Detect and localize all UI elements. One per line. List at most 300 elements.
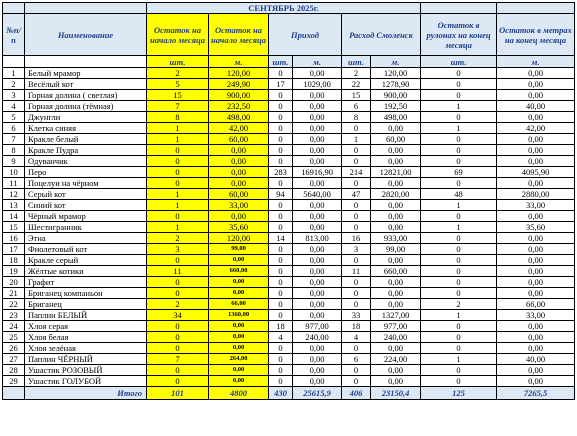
header-close-m[interactable]: Остаток в метрах на конец месяца — [497, 14, 575, 56]
cell-close-m[interactable]: 0,00 — [497, 90, 575, 101]
cell-expense-pcs[interactable]: 0 — [342, 365, 371, 376]
cell-close-m[interactable]: 0,00 — [497, 134, 575, 145]
cell-open-m[interactable]: 232,50 — [209, 101, 269, 112]
cell-close-m[interactable]: 0,00 — [497, 343, 575, 354]
cell-income-pcs[interactable]: 14 — [269, 233, 293, 244]
cell-name[interactable]: Горная долина ( светлая) — [25, 90, 147, 101]
cell-expense-m[interactable]: 120,00 — [371, 68, 421, 79]
cell-close-rolls[interactable]: 0 — [421, 79, 497, 90]
cell-expense-pcs[interactable]: 0 — [342, 200, 371, 211]
cell-income-pcs[interactable]: 94 — [269, 189, 293, 200]
total-empty[interactable] — [3, 387, 25, 400]
cell-expense-pcs[interactable]: 0 — [342, 376, 371, 387]
cell-open-pcs[interactable]: 1 — [147, 134, 209, 145]
cell-income-pcs[interactable]: 0 — [269, 222, 293, 233]
cell-income-m[interactable]: 0,00 — [293, 211, 342, 222]
cell-open-pcs[interactable]: 0 — [147, 321, 209, 332]
cell-expense-m[interactable]: 0,00 — [371, 288, 421, 299]
cell-expense-m[interactable]: 0,00 — [371, 343, 421, 354]
cell-open-pcs[interactable]: 0 — [147, 255, 209, 266]
cell-income-m[interactable]: 0,00 — [293, 244, 342, 255]
cell-num[interactable]: 22 — [3, 299, 25, 310]
cell-close-m[interactable]: 4095,90 — [497, 167, 575, 178]
cell-expense-m[interactable]: 0,00 — [371, 178, 421, 189]
cell-close-rolls[interactable]: 48 — [421, 189, 497, 200]
cell-name[interactable]: Перо — [25, 167, 147, 178]
cell-expense-pcs[interactable]: 6 — [342, 354, 371, 365]
cell-name[interactable]: Бриганец — [25, 299, 147, 310]
cell-close-m[interactable]: 0,00 — [497, 145, 575, 156]
cell-income-m[interactable]: 0,00 — [293, 156, 342, 167]
cell-income-m[interactable]: 0,00 — [293, 68, 342, 79]
cell-income-pcs[interactable]: 0 — [269, 277, 293, 288]
cell-income-pcs[interactable]: 4 — [269, 332, 293, 343]
cell-name[interactable]: Синий кот — [25, 200, 147, 211]
cell-income-m[interactable]: 0,00 — [293, 112, 342, 123]
cell-name[interactable]: Ушастик ГОЛУБОЙ — [25, 376, 147, 387]
cell-open-pcs[interactable]: 2 — [147, 299, 209, 310]
cell-close-rolls[interactable]: 0 — [421, 178, 497, 189]
cell-income-m[interactable]: 813,00 — [293, 233, 342, 244]
cell-num[interactable]: 9 — [3, 156, 25, 167]
cell-expense-m[interactable]: 1327,00 — [371, 310, 421, 321]
cell-name[interactable]: Кракле серый — [25, 255, 147, 266]
cell-num[interactable]: 8 — [3, 145, 25, 156]
cell-expense-pcs[interactable]: 0 — [342, 299, 371, 310]
cell-num[interactable]: 15 — [3, 222, 25, 233]
cell-open-pcs[interactable]: 34 — [147, 310, 209, 321]
total-income-m[interactable]: 25615,9 — [293, 387, 342, 400]
cell-income-m[interactable]: 0,00 — [293, 101, 342, 112]
cell-close-m[interactable]: 42,00 — [497, 123, 575, 134]
cell-income-m[interactable]: 240,00 — [293, 332, 342, 343]
cell-expense-m[interactable]: 0,00 — [371, 299, 421, 310]
cell-open-m[interactable]: 0,00 — [209, 277, 269, 288]
cell-income-m[interactable]: 0,00 — [293, 178, 342, 189]
cell-num[interactable]: 5 — [3, 112, 25, 123]
cell-expense-m[interactable]: 900,00 — [371, 90, 421, 101]
cell-close-m[interactable]: 0,00 — [497, 332, 575, 343]
cell-open-m[interactable]: 0,00 — [209, 321, 269, 332]
cell-close-rolls[interactable]: 0 — [421, 343, 497, 354]
cell-open-m[interactable]: 99,00 — [209, 244, 269, 255]
cell-close-m[interactable]: 0,00 — [497, 376, 575, 387]
unit-open-pcs[interactable]: шт. — [147, 56, 209, 68]
header-open-m[interactable]: Остаток на начало месяца — [209, 14, 269, 56]
cell-close-m[interactable]: 40,00 — [497, 354, 575, 365]
cell-close-rolls[interactable]: 0 — [421, 211, 497, 222]
cell-expense-pcs[interactable]: 18 — [342, 321, 371, 332]
cell-name[interactable]: Фиолетовый кот — [25, 244, 147, 255]
cell-close-rolls[interactable]: 0 — [421, 266, 497, 277]
cell-num[interactable]: 29 — [3, 376, 25, 387]
cell-close-rolls[interactable]: 1 — [421, 123, 497, 134]
cell-close-rolls[interactable]: 0 — [421, 145, 497, 156]
cell-income-m[interactable]: 0,00 — [293, 343, 342, 354]
cell-name[interactable]: Поцелуи на чёрном — [25, 178, 147, 189]
cell-open-pcs[interactable]: 0 — [147, 156, 209, 167]
cell-income-m[interactable]: 0,00 — [293, 288, 342, 299]
cell-name[interactable]: Серый кот — [25, 189, 147, 200]
cell-expense-pcs[interactable]: 2 — [342, 68, 371, 79]
cell-open-pcs[interactable]: 0 — [147, 178, 209, 189]
cell-expense-pcs[interactable]: 214 — [342, 167, 371, 178]
cell-name[interactable]: Хлоя белая — [25, 332, 147, 343]
cell-expense-pcs[interactable]: 0 — [342, 178, 371, 189]
unit-expense-pcs[interactable]: шт. — [342, 56, 371, 68]
cell-title-left[interactable] — [25, 3, 147, 14]
cell-expense-pcs[interactable]: 0 — [342, 145, 371, 156]
cell-income-m[interactable]: 0,00 — [293, 354, 342, 365]
cell-expense-m[interactable]: 0,00 — [371, 255, 421, 266]
cell-close-rolls[interactable]: 0 — [421, 321, 497, 332]
cell-num[interactable]: 25 — [3, 332, 25, 343]
cell-name[interactable]: Хлоя серая — [25, 321, 147, 332]
cell-close-m[interactable]: 40,00 — [497, 101, 575, 112]
cell-income-m[interactable]: 0,00 — [293, 200, 342, 211]
cell-open-m[interactable]: 264,00 — [209, 354, 269, 365]
cell-open-pcs[interactable]: 7 — [147, 354, 209, 365]
cell-num[interactable]: 12 — [3, 189, 25, 200]
cell-close-rolls[interactable]: 2 — [421, 299, 497, 310]
cell-income-pcs[interactable]: 0 — [269, 343, 293, 354]
cell-expense-m[interactable]: 660,00 — [371, 266, 421, 277]
cell-income-pcs[interactable]: 0 — [269, 255, 293, 266]
cell-name[interactable]: Паплин ЧЁРНЫЙ — [25, 354, 147, 365]
cell-close-rolls[interactable]: 1 — [421, 200, 497, 211]
cell-num[interactable]: 16 — [3, 233, 25, 244]
cell-close-m[interactable]: 0,00 — [497, 211, 575, 222]
unit-income-pcs[interactable]: шт. — [269, 56, 293, 68]
cell-expense-m[interactable]: 99,00 — [371, 244, 421, 255]
cell-expense-m[interactable]: 192,50 — [371, 101, 421, 112]
cell-name[interactable]: Жёлтые котики — [25, 266, 147, 277]
cell-open-m[interactable]: 66,00 — [209, 299, 269, 310]
cell-income-m[interactable]: 0,00 — [293, 134, 342, 145]
cell-open-pcs[interactable]: 0 — [147, 343, 209, 354]
cell-close-rolls[interactable]: 0 — [421, 332, 497, 343]
cell-open-m[interactable]: 0,00 — [209, 167, 269, 178]
cell-close-rolls[interactable]: 1 — [421, 310, 497, 321]
cell-expense-pcs[interactable]: 15 — [342, 90, 371, 101]
cell-open-m[interactable]: 660,00 — [209, 266, 269, 277]
cell-close-m[interactable]: 33,00 — [497, 310, 575, 321]
cell-close-m[interactable]: 0,00 — [497, 233, 575, 244]
cell-income-m[interactable]: 977,00 — [293, 321, 342, 332]
cell-income-pcs[interactable]: 0 — [269, 134, 293, 145]
cell-name[interactable]: Кракле белый — [25, 134, 147, 145]
cell-num[interactable]: 4 — [3, 101, 25, 112]
cell-income-pcs[interactable]: 0 — [269, 365, 293, 376]
cell-open-pcs[interactable]: 0 — [147, 145, 209, 156]
header-name[interactable]: Наименование — [25, 14, 147, 56]
cell-income-pcs[interactable]: 18 — [269, 321, 293, 332]
cell-close-m[interactable]: 0,00 — [497, 321, 575, 332]
cell-name[interactable]: Этна — [25, 233, 147, 244]
cell-expense-pcs[interactable]: 0 — [342, 255, 371, 266]
cell-open-pcs[interactable]: 1 — [147, 200, 209, 211]
cell-open-m[interactable]: 0,00 — [209, 211, 269, 222]
cell-income-m[interactable]: 0,00 — [293, 90, 342, 101]
cell-open-pcs[interactable]: 8 — [147, 112, 209, 123]
cell-income-pcs[interactable]: 0 — [269, 145, 293, 156]
cell-close-m[interactable]: 0,00 — [497, 365, 575, 376]
unit-empty-2[interactable] — [25, 56, 147, 68]
cell-num[interactable]: 27 — [3, 354, 25, 365]
unit-open-m[interactable]: м. — [209, 56, 269, 68]
cell-income-m[interactable]: 0,00 — [293, 145, 342, 156]
cell-income-m[interactable]: 5640,00 — [293, 189, 342, 200]
cell-num[interactable]: 13 — [3, 200, 25, 211]
cell-num[interactable]: 20 — [3, 277, 25, 288]
cell-expense-m[interactable]: 2820,00 — [371, 189, 421, 200]
cell-close-m[interactable]: 0,00 — [497, 112, 575, 123]
cell-income-pcs[interactable]: 0 — [269, 376, 293, 387]
cell-close-rolls[interactable]: 1 — [421, 222, 497, 233]
cell-open-m[interactable]: 42,00 — [209, 123, 269, 134]
total-open-m[interactable]: 4800 — [209, 387, 269, 400]
cell-open-m[interactable]: 0,00 — [209, 178, 269, 189]
header-open-pcs[interactable]: Остаток на начало месяца — [147, 14, 209, 56]
cell-name[interactable]: Кракле Пудра — [25, 145, 147, 156]
cell-name[interactable]: Паплин БЕЛЫЙ — [25, 310, 147, 321]
cell-expense-m[interactable]: 0,00 — [371, 277, 421, 288]
cell-close-rolls[interactable]: 69 — [421, 167, 497, 178]
cell-expense-m[interactable]: 0,00 — [371, 123, 421, 134]
cell-expense-pcs[interactable]: 11 — [342, 266, 371, 277]
cell-expense-m[interactable]: 1278,90 — [371, 79, 421, 90]
cell-close-m[interactable]: 66,00 — [497, 299, 575, 310]
cell-close-m[interactable]: 0,00 — [497, 156, 575, 167]
cell-income-pcs[interactable]: 0 — [269, 299, 293, 310]
header-num[interactable]: №п/п — [3, 14, 25, 56]
cell-name[interactable]: Весёлый кот — [25, 79, 147, 90]
cell-close-rolls[interactable]: 0 — [421, 277, 497, 288]
cell-open-m[interactable]: 249,90 — [209, 79, 269, 90]
total-close-rolls[interactable]: 125 — [421, 387, 497, 400]
cell-open-pcs[interactable]: 2 — [147, 233, 209, 244]
cell-open-m[interactable]: 900,00 — [209, 90, 269, 101]
cell-income-pcs[interactable]: 0 — [269, 211, 293, 222]
cell-open-m[interactable]: 0,00 — [209, 255, 269, 266]
header-expense[interactable]: Расход Смоленск — [342, 14, 421, 56]
cell-close-rolls[interactable]: 0 — [421, 233, 497, 244]
cell-income-pcs[interactable]: 0 — [269, 354, 293, 365]
cell-expense-pcs[interactable]: 33 — [342, 310, 371, 321]
cell-open-m[interactable]: 0,00 — [209, 376, 269, 387]
cell-close-m[interactable]: 2880,00 — [497, 189, 575, 200]
cell-close-m[interactable]: 0,00 — [497, 178, 575, 189]
cell-income-m[interactable]: 1029,00 — [293, 79, 342, 90]
cell-open-m[interactable]: 0,00 — [209, 288, 269, 299]
cell-close-m[interactable]: 0,00 — [497, 79, 575, 90]
cell-income-m[interactable]: 0,00 — [293, 310, 342, 321]
cell-expense-m[interactable]: 60,00 — [371, 134, 421, 145]
cell-num[interactable]: 23 — [3, 310, 25, 321]
cell-close-m[interactable]: 0,00 — [497, 288, 575, 299]
cell-open-m[interactable]: 0,00 — [209, 332, 269, 343]
unit-empty-1[interactable] — [3, 56, 25, 68]
cell-close-rolls[interactable]: 0 — [421, 244, 497, 255]
cell-income-pcs[interactable]: 0 — [269, 123, 293, 134]
cell-income-m[interactable]: 0,00 — [293, 266, 342, 277]
cell-expense-m[interactable]: 0,00 — [371, 200, 421, 211]
total-open-pcs[interactable]: 101 — [147, 387, 209, 400]
cell-num[interactable]: 3 — [3, 90, 25, 101]
unit-income-m[interactable]: м. — [293, 56, 342, 68]
cell-expense-pcs[interactable]: 0 — [342, 343, 371, 354]
cell-title-right2[interactable] — [497, 3, 575, 14]
cell-num[interactable]: 7 — [3, 134, 25, 145]
cell-income-m[interactable]: 0,00 — [293, 299, 342, 310]
cell-num[interactable]: 17 — [3, 244, 25, 255]
cell-close-rolls[interactable]: 0 — [421, 112, 497, 123]
cell-expense-m[interactable]: 0,00 — [371, 145, 421, 156]
cell-close-rolls[interactable]: 0 — [421, 134, 497, 145]
cell-income-pcs[interactable]: 0 — [269, 112, 293, 123]
cell-expense-pcs[interactable]: 6 — [342, 101, 371, 112]
sheet-title[interactable]: СЕНТЯБРЬ 2025г. — [147, 3, 421, 14]
cell-name[interactable]: Одуванчик — [25, 156, 147, 167]
cell-close-rolls[interactable]: 0 — [421, 90, 497, 101]
cell-open-pcs[interactable]: 1 — [147, 222, 209, 233]
cell-income-pcs[interactable]: 0 — [269, 200, 293, 211]
unit-close-m[interactable]: м. — [497, 56, 575, 68]
cell-income-pcs[interactable]: 17 — [269, 79, 293, 90]
cell-open-m[interactable]: 1360,00 — [209, 310, 269, 321]
cell-expense-m[interactable]: 0,00 — [371, 211, 421, 222]
cell-expense-m[interactable]: 0,00 — [371, 156, 421, 167]
cell-open-pcs[interactable]: 0 — [147, 365, 209, 376]
cell-open-m[interactable]: 120,00 — [209, 233, 269, 244]
cell-close-rolls[interactable]: 0 — [421, 255, 497, 266]
cell-num[interactable]: 18 — [3, 255, 25, 266]
cell-close-m[interactable]: 0,00 — [497, 255, 575, 266]
cell-name[interactable]: Клетка синяя — [25, 123, 147, 134]
cell-income-pcs[interactable]: 0 — [269, 244, 293, 255]
cell-close-m[interactable]: 0,00 — [497, 244, 575, 255]
cell-expense-pcs[interactable]: 3 — [342, 244, 371, 255]
cell-close-rolls[interactable]: 1 — [421, 354, 497, 365]
cell-expense-m[interactable]: 977,00 — [371, 321, 421, 332]
total-expense-pcs[interactable]: 406 — [342, 387, 371, 400]
cell-income-m[interactable]: 0,00 — [293, 255, 342, 266]
cell-expense-m[interactable]: 240,00 — [371, 332, 421, 343]
cell-income-pcs[interactable]: 0 — [269, 266, 293, 277]
cell-open-pcs[interactable]: 0 — [147, 332, 209, 343]
cell-close-rolls[interactable]: 0 — [421, 288, 497, 299]
cell-close-rolls[interactable]: 1 — [421, 101, 497, 112]
cell-income-m[interactable]: 16916,90 — [293, 167, 342, 178]
cell-num[interactable]: 28 — [3, 365, 25, 376]
cell-expense-pcs[interactable]: 22 — [342, 79, 371, 90]
cell-income-m[interactable]: 0,00 — [293, 222, 342, 233]
cell-open-pcs[interactable]: 15 — [147, 90, 209, 101]
cell-close-m[interactable]: 0,00 — [497, 277, 575, 288]
cell-name[interactable]: Джунгли — [25, 112, 147, 123]
cell-open-m[interactable]: 33,00 — [209, 200, 269, 211]
cell-expense-pcs[interactable]: 16 — [342, 233, 371, 244]
cell-open-pcs[interactable]: 3 — [147, 244, 209, 255]
cell-open-pcs[interactable]: 0 — [147, 376, 209, 387]
cell-income-pcs[interactable]: 283 — [269, 167, 293, 178]
cell-expense-m[interactable]: 0,00 — [371, 365, 421, 376]
cell-expense-pcs[interactable]: 0 — [342, 211, 371, 222]
cell-num[interactable]: 1 — [3, 68, 25, 79]
cell-income-pcs[interactable]: 0 — [269, 101, 293, 112]
cell-income-m[interactable]: 0,00 — [293, 365, 342, 376]
total-label[interactable]: Итого — [25, 387, 147, 400]
cell-open-pcs[interactable]: 1 — [147, 189, 209, 200]
cell-num[interactable]: 11 — [3, 178, 25, 189]
cell-name[interactable]: Бриганец компаньон — [25, 288, 147, 299]
cell-num[interactable]: 14 — [3, 211, 25, 222]
cell-open-pcs[interactable]: 0 — [147, 167, 209, 178]
header-close-rolls[interactable]: Остаток в рулонах на конец месяца — [421, 14, 497, 56]
cell-name[interactable]: Хлоя зелёная — [25, 343, 147, 354]
cell-open-pcs[interactable]: 0 — [147, 211, 209, 222]
total-expense-m[interactable]: 23150,4 — [371, 387, 421, 400]
cell-open-m[interactable]: 0,00 — [209, 145, 269, 156]
cell-expense-m[interactable]: 0,00 — [371, 222, 421, 233]
header-income[interactable]: Приход — [269, 14, 342, 56]
cell-expense-m[interactable]: 933,00 — [371, 233, 421, 244]
cell-close-rolls[interactable]: 0 — [421, 376, 497, 387]
cell-name[interactable]: Горная долина (тёмная) — [25, 101, 147, 112]
cell-open-m[interactable]: 60,00 — [209, 189, 269, 200]
cell-num[interactable]: 2 — [3, 79, 25, 90]
cell-open-pcs[interactable]: 5 — [147, 79, 209, 90]
total-close-m[interactable]: 7265,5 — [497, 387, 575, 400]
cell-open-m[interactable]: 0,00 — [209, 343, 269, 354]
cell-close-m[interactable]: 0,00 — [497, 68, 575, 79]
cell-title-right1[interactable] — [421, 3, 497, 14]
cell-expense-pcs[interactable]: 8 — [342, 112, 371, 123]
cell-open-m[interactable]: 35,60 — [209, 222, 269, 233]
cell-expense-pcs[interactable]: 1 — [342, 134, 371, 145]
cell-open-pcs[interactable]: 2 — [147, 68, 209, 79]
cell-expense-pcs[interactable]: 4 — [342, 332, 371, 343]
cell-income-pcs[interactable]: 0 — [269, 156, 293, 167]
cell-name[interactable]: Шестигранник — [25, 222, 147, 233]
cell-income-m[interactable]: 0,00 — [293, 123, 342, 134]
cell-expense-m[interactable]: 12821,00 — [371, 167, 421, 178]
cell-expense-pcs[interactable]: 0 — [342, 123, 371, 134]
total-income-pcs[interactable]: 430 — [269, 387, 293, 400]
cell-income-pcs[interactable]: 0 — [269, 310, 293, 321]
cell-num[interactable]: 24 — [3, 321, 25, 332]
cell-open-pcs[interactable]: 7 — [147, 101, 209, 112]
cell-expense-pcs[interactable]: 47 — [342, 189, 371, 200]
cell-close-m[interactable]: 35,60 — [497, 222, 575, 233]
cell-expense-m[interactable]: 0,00 — [371, 376, 421, 387]
cell-name[interactable]: Чёрный мрамор — [25, 211, 147, 222]
cell-open-m[interactable]: 60,00 — [209, 134, 269, 145]
cell-expense-pcs[interactable]: 0 — [342, 277, 371, 288]
cell-open-m[interactable]: 0,00 — [209, 365, 269, 376]
cell-close-m[interactable]: 33,00 — [497, 200, 575, 211]
cell-income-pcs[interactable]: 0 — [269, 68, 293, 79]
cell-open-pcs[interactable]: 11 — [147, 266, 209, 277]
cell-num[interactable]: 21 — [3, 288, 25, 299]
cell-close-rolls[interactable]: 0 — [421, 156, 497, 167]
cell-income-pcs[interactable]: 0 — [269, 288, 293, 299]
cell-num[interactable]: 26 — [3, 343, 25, 354]
cell-expense-pcs[interactable]: 0 — [342, 222, 371, 233]
cell-income-m[interactable]: 0,00 — [293, 277, 342, 288]
cell-close-m[interactable]: 0,00 — [497, 266, 575, 277]
cell-expense-pcs[interactable]: 0 — [342, 156, 371, 167]
